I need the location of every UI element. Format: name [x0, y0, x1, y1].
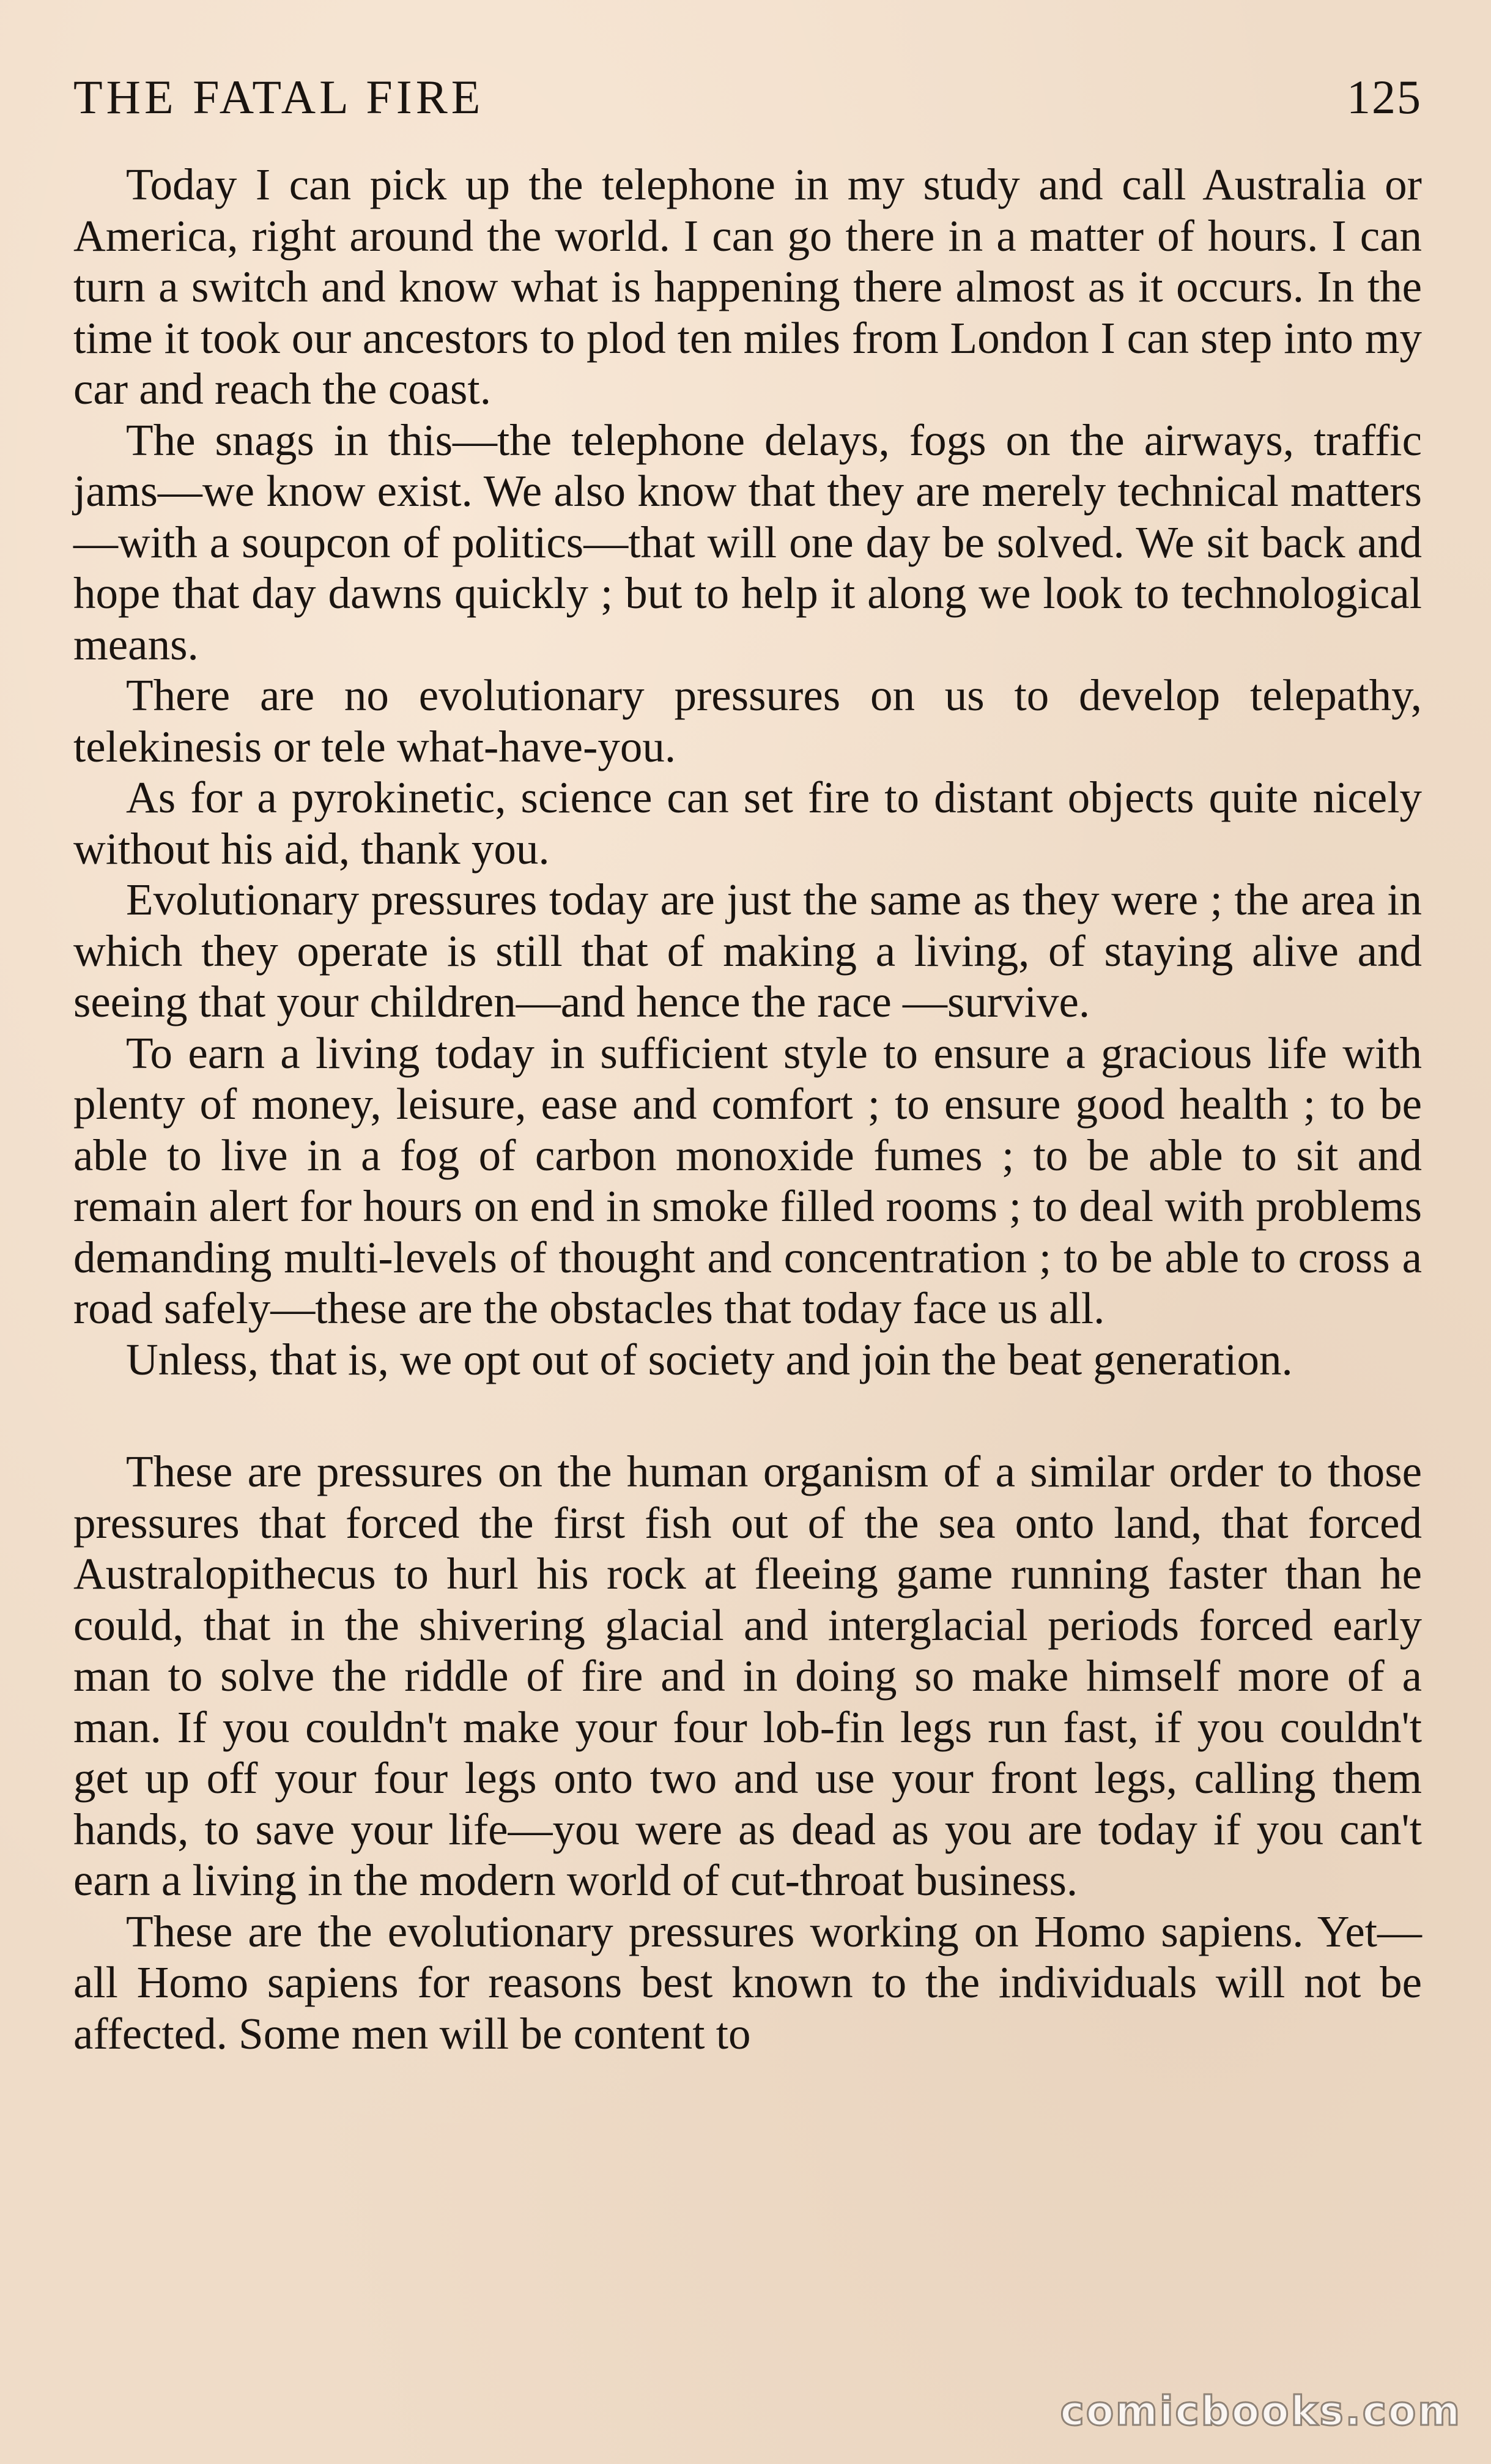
page-number: 125 [1347, 70, 1422, 124]
book-page [73, 70, 1422, 2059]
chapter-title: THE FATAL FIRE [73, 70, 484, 124]
watermark-logo: comicbooks.com [1060, 2388, 1462, 2435]
paragraph: To earn a living today in sufficient style to ensure a gracious life with plenty of money, leisure, ease and comfort ; to ensure good health ; to be able to live in a fog of carbon monoxide fumes ; to be able to sit and remain alert for hours on end in smoke filled rooms ; to deal with problems demanding multi-levels of thought and concentration ; to be able to cross a road safely—these are the obstacles that today face us all. [73, 1028, 1422, 1333]
paragraph: Unless, that is, we opt out of society and join the beat generation. [126, 1334, 1293, 1384]
paragraph: The snags in this—the telephone delays, fogs on the airways, traffic jams—we know exist. We also know that they are merely technical matters—with a soupcon of politics—that will one day be solved. We sit back and hope that day dawns quickly ; but to help it along we look to technological means. [73, 415, 1422, 669]
paragraph: These are pressures on the human organism of a similar order to those pressures that forced the first fish out of the sea onto land, that forced Australopithecus to hurl his rock at fleeing game running faster than he could, that in the shivering glacial and interglacial periods forced early man to solve the riddle of fire and in doing so make himself more of a man. If you couldn't make your four lob-fin legs run fast, if you couldn't get up off your four legs onto two and use your front legs, calling them hands, to save your life—you were as dead as you are today if you can't earn a living in the modern world of cut-throat business. [73, 1447, 1422, 1905]
paragraph: Today I can pick up the telephone in my study and call Australia or America, right around the world. I can go there in a matter of hours. I can turn a switch and know what is happening there almost as it occurs. In the time it took our ancestors to plod ten miles from London I can step into my car and reach the coast. [73, 160, 1422, 414]
running-head [73, 70, 1422, 124]
paragraph: These are the evolutionary pressures working on Homo sapiens. Yet—all Homo sapiens for reasons best known to the individuals will not be affected. Some men will be content to [73, 1906, 1422, 2058]
body-text [73, 159, 1422, 2059]
paragraph: Evolutionary pressures today are just the same as they were ; the area in which they operate is still that of making a living, of staying alive and seeing that your children—and hence the race —survive. [73, 875, 1422, 1026]
paragraph: As for a pyrokinetic, science can set fire to distant objects quite nicely without his aid, thank you. [73, 773, 1422, 874]
paragraph: There are no evolutionary pressures on us to develop telepathy, telekinesis or tele what-have-you. [73, 670, 1422, 771]
